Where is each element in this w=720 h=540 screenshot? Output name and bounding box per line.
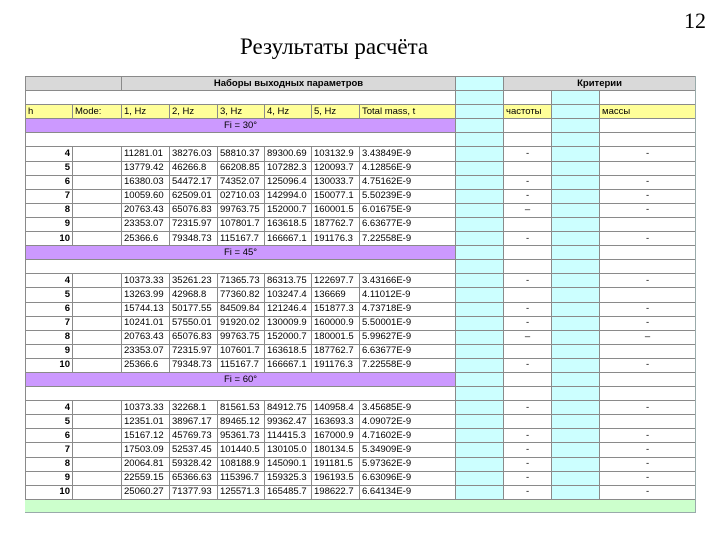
table-row [26, 401, 696, 415]
cell-mass: 4.12856E-9 [360, 161, 456, 175]
cell-mode [73, 217, 122, 231]
cell-crit-mass [600, 161, 696, 175]
cell-f5: 163693.3 [312, 415, 360, 429]
cell-f4: 99362.47 [265, 415, 312, 429]
cell-crit-mass: - [600, 457, 696, 471]
cell-mode [73, 232, 122, 246]
table-row [26, 457, 696, 471]
cell-f4: 107282.3 [265, 161, 312, 175]
cell-crit-freq: - [504, 232, 552, 246]
cell-f3: 58810.37 [218, 147, 265, 161]
cell-f1: 20064.81 [122, 457, 170, 471]
cell-h: 7 [26, 316, 73, 330]
cell-mass: 6.63096E-9 [360, 471, 456, 485]
table-row [26, 344, 696, 358]
col-f3: 3, Hz [218, 105, 265, 119]
header-gap [456, 77, 504, 91]
cell-crit-mass: – [600, 330, 696, 344]
cell-h: 7 [26, 189, 73, 203]
cell-mass: 5.50001E-9 [360, 316, 456, 330]
col-f2: 2, Hz [170, 105, 218, 119]
cell-mode [73, 288, 122, 302]
cell-mode [73, 161, 122, 175]
cell-crit-freq [504, 344, 552, 358]
cell-mass: 3.43166E-9 [360, 274, 456, 288]
cell-f3: 115167.7 [218, 232, 265, 246]
cell-crit-mass: - [600, 443, 696, 457]
cell-f2: 72315.97 [170, 344, 218, 358]
output-params-header: Наборы выходных параметров [122, 77, 456, 91]
table-row [26, 485, 696, 499]
cell-crit-freq: - [504, 274, 552, 288]
col-crit-freq: частоты [504, 105, 552, 119]
cell-f1: 10373.33 [122, 274, 170, 288]
cell-f4: 114415.3 [265, 429, 312, 443]
cell-f3: 81561.53 [218, 401, 265, 415]
cell-crit-mass: - [600, 485, 696, 499]
group-label-row [26, 119, 696, 133]
cell-f2: 71377.93 [170, 485, 218, 499]
table-row [26, 330, 696, 344]
cell-mass: 4.71602E-9 [360, 429, 456, 443]
cell-mass: 4.09072E-9 [360, 415, 456, 429]
cell-f1: 20763.43 [122, 330, 170, 344]
cell-f3: 101440.5 [218, 443, 265, 457]
table-row [26, 316, 696, 330]
cell-f2: 45769.73 [170, 429, 218, 443]
group-label: Fi = 30° [26, 119, 456, 133]
cell-crit-freq: - [504, 358, 552, 372]
cell-crit-freq: - [504, 316, 552, 330]
cell-f1: 15744.13 [122, 302, 170, 316]
cell-f3: 108188.9 [218, 457, 265, 471]
results-spreadsheet [25, 76, 696, 513]
table-row [26, 175, 696, 189]
cell-f2: 79348.73 [170, 358, 218, 372]
cell-mass: 5.34909E-9 [360, 443, 456, 457]
cell-f2: 50177.55 [170, 302, 218, 316]
cell-mode [73, 203, 122, 217]
cell-crit-freq: - [504, 429, 552, 443]
cell-mode [73, 401, 122, 415]
cell-crit-freq: - [504, 471, 552, 485]
cell-f5: 187762.7 [312, 344, 360, 358]
cell-crit-mass: - [600, 358, 696, 372]
cell-f3: 89465.12 [218, 415, 265, 429]
cell-crit-freq: – [504, 203, 552, 217]
cell-f5: 150077.1 [312, 189, 360, 203]
cell-f2: 79348.73 [170, 232, 218, 246]
group-label-row [26, 246, 696, 260]
cell-h: 5 [26, 415, 73, 429]
cell-f4: 165485.7 [265, 485, 312, 499]
cell-f1: 11281.01 [122, 147, 170, 161]
cell-f3: 74352.07 [218, 175, 265, 189]
cell-f4: 84912.75 [265, 401, 312, 415]
cell-mass: 5.50239E-9 [360, 189, 456, 203]
cell-f1: 13779.42 [122, 161, 170, 175]
cell-f4: 163618.5 [265, 217, 312, 231]
cell-f1: 17503.09 [122, 443, 170, 457]
cell-crit-mass: - [600, 274, 696, 288]
cell-crit-mass [600, 344, 696, 358]
col-h: h [26, 105, 73, 119]
cell-h: 8 [26, 457, 73, 471]
cell-f2: 65076.83 [170, 203, 218, 217]
cell-crit-freq: - [504, 457, 552, 471]
cell-f5: 187762.7 [312, 217, 360, 231]
table-row [26, 147, 696, 161]
cell-crit-mass: - [600, 401, 696, 415]
cell-crit-freq: - [504, 443, 552, 457]
cell-f3: 115167.7 [218, 358, 265, 372]
cell-f3: 84509.84 [218, 302, 265, 316]
cell-f5: 198622.7 [312, 485, 360, 499]
cell-h: 9 [26, 217, 73, 231]
cell-h: 8 [26, 330, 73, 344]
cell-f5: 130033.7 [312, 175, 360, 189]
col-f4: 4, Hz [265, 105, 312, 119]
cell-crit-freq: - [504, 485, 552, 499]
column-header-row [26, 105, 696, 119]
cell-f4: 142994.0 [265, 189, 312, 203]
cell-f2: 65366.63 [170, 471, 218, 485]
cell-mode [73, 316, 122, 330]
cell-f3: 107601.7 [218, 344, 265, 358]
cell-h: 10 [26, 358, 73, 372]
cell-crit-mass: - [600, 175, 696, 189]
cell-mass: 4.11012E-9 [360, 288, 456, 302]
cell-f1: 22559.15 [122, 471, 170, 485]
cell-mass: 3.45685E-9 [360, 401, 456, 415]
cell-f5: 151877.3 [312, 302, 360, 316]
cell-f4: 166667.1 [265, 358, 312, 372]
cell-mass: 6.63677E-9 [360, 217, 456, 231]
cell-crit-freq: - [504, 147, 552, 161]
cell-f2: 59328.42 [170, 457, 218, 471]
cell-f1: 10241.01 [122, 316, 170, 330]
cell-f2: 38276.03 [170, 147, 218, 161]
cell-f1: 25366.6 [122, 358, 170, 372]
cell-h: 9 [26, 471, 73, 485]
cell-mode [73, 189, 122, 203]
cell-mass: 6.01675E-9 [360, 203, 456, 217]
cell-f4: 145090.1 [265, 457, 312, 471]
cell-f3: 77360.82 [218, 288, 265, 302]
cell-f4: 152000.7 [265, 330, 312, 344]
cell-crit-mass: - [600, 189, 696, 203]
cell-f3: 107801.7 [218, 217, 265, 231]
cell-f1: 10373.33 [122, 401, 170, 415]
cell-f2: 54472.17 [170, 175, 218, 189]
table-row [26, 429, 696, 443]
cell-f5: 160000.9 [312, 316, 360, 330]
table-row [26, 471, 696, 485]
cell-f5: 103132.9 [312, 147, 360, 161]
spacer-row [26, 387, 696, 401]
cell-h: 6 [26, 429, 73, 443]
cell-crit-mass [600, 288, 696, 302]
cell-f2: 52537.45 [170, 443, 218, 457]
cell-f4: 86313.75 [265, 274, 312, 288]
cell-h: 5 [26, 288, 73, 302]
cell-f3: 71365.73 [218, 274, 265, 288]
cell-h: 10 [26, 232, 73, 246]
cell-f2: 42968.8 [170, 288, 218, 302]
cell-mode [73, 457, 122, 471]
cell-f4: 152000.7 [265, 203, 312, 217]
cell-h: 7 [26, 443, 73, 457]
cell-f4: 121246.4 [265, 302, 312, 316]
cell-f5: 180134.5 [312, 443, 360, 457]
header-blank [26, 77, 122, 91]
cell-crit-freq: - [504, 401, 552, 415]
cell-h: 5 [26, 161, 73, 175]
cell-f4: 159325.3 [265, 471, 312, 485]
cell-f5: 191181.5 [312, 457, 360, 471]
cell-mass: 5.97362E-9 [360, 457, 456, 471]
cell-f2: 46266.8 [170, 161, 218, 175]
cell-f5: 191176.3 [312, 358, 360, 372]
cell-f2: 35261.23 [170, 274, 218, 288]
cell-mode [73, 415, 122, 429]
cell-h: 9 [26, 344, 73, 358]
cell-crit-freq [504, 161, 552, 175]
group-label-row [26, 372, 696, 386]
cell-f2: 62509.01 [170, 189, 218, 203]
cell-f3: 95361.73 [218, 429, 265, 443]
cell-f1: 12351.01 [122, 415, 170, 429]
cell-h: 6 [26, 175, 73, 189]
cell-mode [73, 330, 122, 344]
cell-h: 4 [26, 274, 73, 288]
col-f1: 1, Hz [122, 105, 170, 119]
cell-mass: 6.64134E-9 [360, 485, 456, 499]
cell-crit-freq: - [504, 175, 552, 189]
cell-crit-freq [504, 288, 552, 302]
cell-f5: 140958.4 [312, 401, 360, 415]
cell-f1: 10059.60 [122, 189, 170, 203]
group-label: Fi = 45° [26, 246, 456, 260]
cell-f5: 136669 [312, 288, 360, 302]
cell-crit-mass [600, 415, 696, 429]
table-row [26, 415, 696, 429]
col-mode: Mode: [73, 105, 122, 119]
cell-crit-freq [504, 415, 552, 429]
cell-f5: 196193.5 [312, 471, 360, 485]
cell-mode [73, 358, 122, 372]
criteria-header: Критерии [504, 77, 696, 91]
cell-f1: 25060.27 [122, 485, 170, 499]
cell-f1: 25366.6 [122, 232, 170, 246]
cell-f2: 72315.97 [170, 217, 218, 231]
cell-f2: 38967.17 [170, 415, 218, 429]
cell-mass: 4.73718E-9 [360, 302, 456, 316]
cell-crit-mass: - [600, 203, 696, 217]
cell-mode [73, 429, 122, 443]
col-crit-mass: массы [600, 105, 696, 119]
cell-crit-mass: - [600, 316, 696, 330]
slide-title: Результаты расчёта [240, 34, 429, 59]
cell-mass: 6.63677E-9 [360, 344, 456, 358]
cell-crit-freq: - [504, 189, 552, 203]
table-row [26, 161, 696, 175]
cell-mode [73, 175, 122, 189]
cell-f5: 191176.3 [312, 232, 360, 246]
table-row [26, 189, 696, 203]
cell-mass: 7.22558E-9 [360, 358, 456, 372]
cell-f1: 16380.03 [122, 175, 170, 189]
cell-f3: 66208.85 [218, 161, 265, 175]
cell-f5: 160001.5 [312, 203, 360, 217]
cell-mode [73, 147, 122, 161]
cell-h: 10 [26, 485, 73, 499]
cell-f1: 15167.12 [122, 429, 170, 443]
cell-f4: 166667.1 [265, 232, 312, 246]
spacer-row [26, 133, 696, 147]
spacer-row [26, 260, 696, 274]
cell-crit-freq [504, 217, 552, 231]
col-total-mass: Total mass, t [360, 105, 456, 119]
results-table [25, 76, 696, 500]
table-row [26, 302, 696, 316]
cell-f5: 122697.7 [312, 274, 360, 288]
cell-f5: 167000.9 [312, 429, 360, 443]
cell-mode [73, 471, 122, 485]
cell-f3: 115396.7 [218, 471, 265, 485]
table-row [26, 217, 696, 231]
cell-h: 6 [26, 302, 73, 316]
cell-mode [73, 443, 122, 457]
cell-crit-mass: - [600, 232, 696, 246]
cell-f1: 23353.07 [122, 344, 170, 358]
cell-h: 8 [26, 203, 73, 217]
cell-f2: 57550.01 [170, 316, 218, 330]
cell-mass: 5.99627E-9 [360, 330, 456, 344]
cell-crit-freq: – [504, 330, 552, 344]
table-row [26, 232, 696, 246]
cell-f4: 103247.4 [265, 288, 312, 302]
cell-h: 4 [26, 401, 73, 415]
cell-f3: 99763.75 [218, 330, 265, 344]
cell-f1: 13263.99 [122, 288, 170, 302]
cell-f4: 130009.9 [265, 316, 312, 330]
cell-f3: 91920.02 [218, 316, 265, 330]
slide-number: 12 [684, 8, 706, 33]
col-f5: 5, Hz [312, 105, 360, 119]
cell-mode [73, 274, 122, 288]
cell-crit-mass: - [600, 429, 696, 443]
table-row [26, 443, 696, 457]
cell-h: 4 [26, 147, 73, 161]
cell-crit-mass: - [600, 302, 696, 316]
cell-mass: 4.75162E-9 [360, 175, 456, 189]
group-label: Fi = 60° [26, 372, 456, 386]
cell-f1: 23353.07 [122, 217, 170, 231]
cell-f5: 180001.5 [312, 330, 360, 344]
table-row [26, 358, 696, 372]
cell-mode [73, 302, 122, 316]
cell-f2: 65076.83 [170, 330, 218, 344]
cell-f3: 125571.3 [218, 485, 265, 499]
cell-mode [73, 344, 122, 358]
cell-mode [73, 485, 122, 499]
cell-crit-mass [600, 217, 696, 231]
cell-f4: 163618.5 [265, 344, 312, 358]
cell-f5: 120093.7 [312, 161, 360, 175]
table-row [26, 274, 696, 288]
cell-f1: 20763.43 [122, 203, 170, 217]
cell-crit-freq: - [504, 302, 552, 316]
cell-f4: 130105.0 [265, 443, 312, 457]
cell-mass: 7.22558E-9 [360, 232, 456, 246]
cell-crit-mass: - [600, 147, 696, 161]
spacer-row [26, 91, 696, 105]
cell-f3: 02710.03 [218, 189, 265, 203]
table-row [26, 288, 696, 302]
cell-f3: 99763.75 [218, 203, 265, 217]
header-row [26, 77, 696, 91]
cell-crit-mass: - [600, 471, 696, 485]
cell-f2: 32268.1 [170, 401, 218, 415]
cell-f4: 125096.4 [265, 175, 312, 189]
table-row [26, 203, 696, 217]
cell-mass: 3.43849E-9 [360, 147, 456, 161]
cell-f4: 89300.69 [265, 147, 312, 161]
